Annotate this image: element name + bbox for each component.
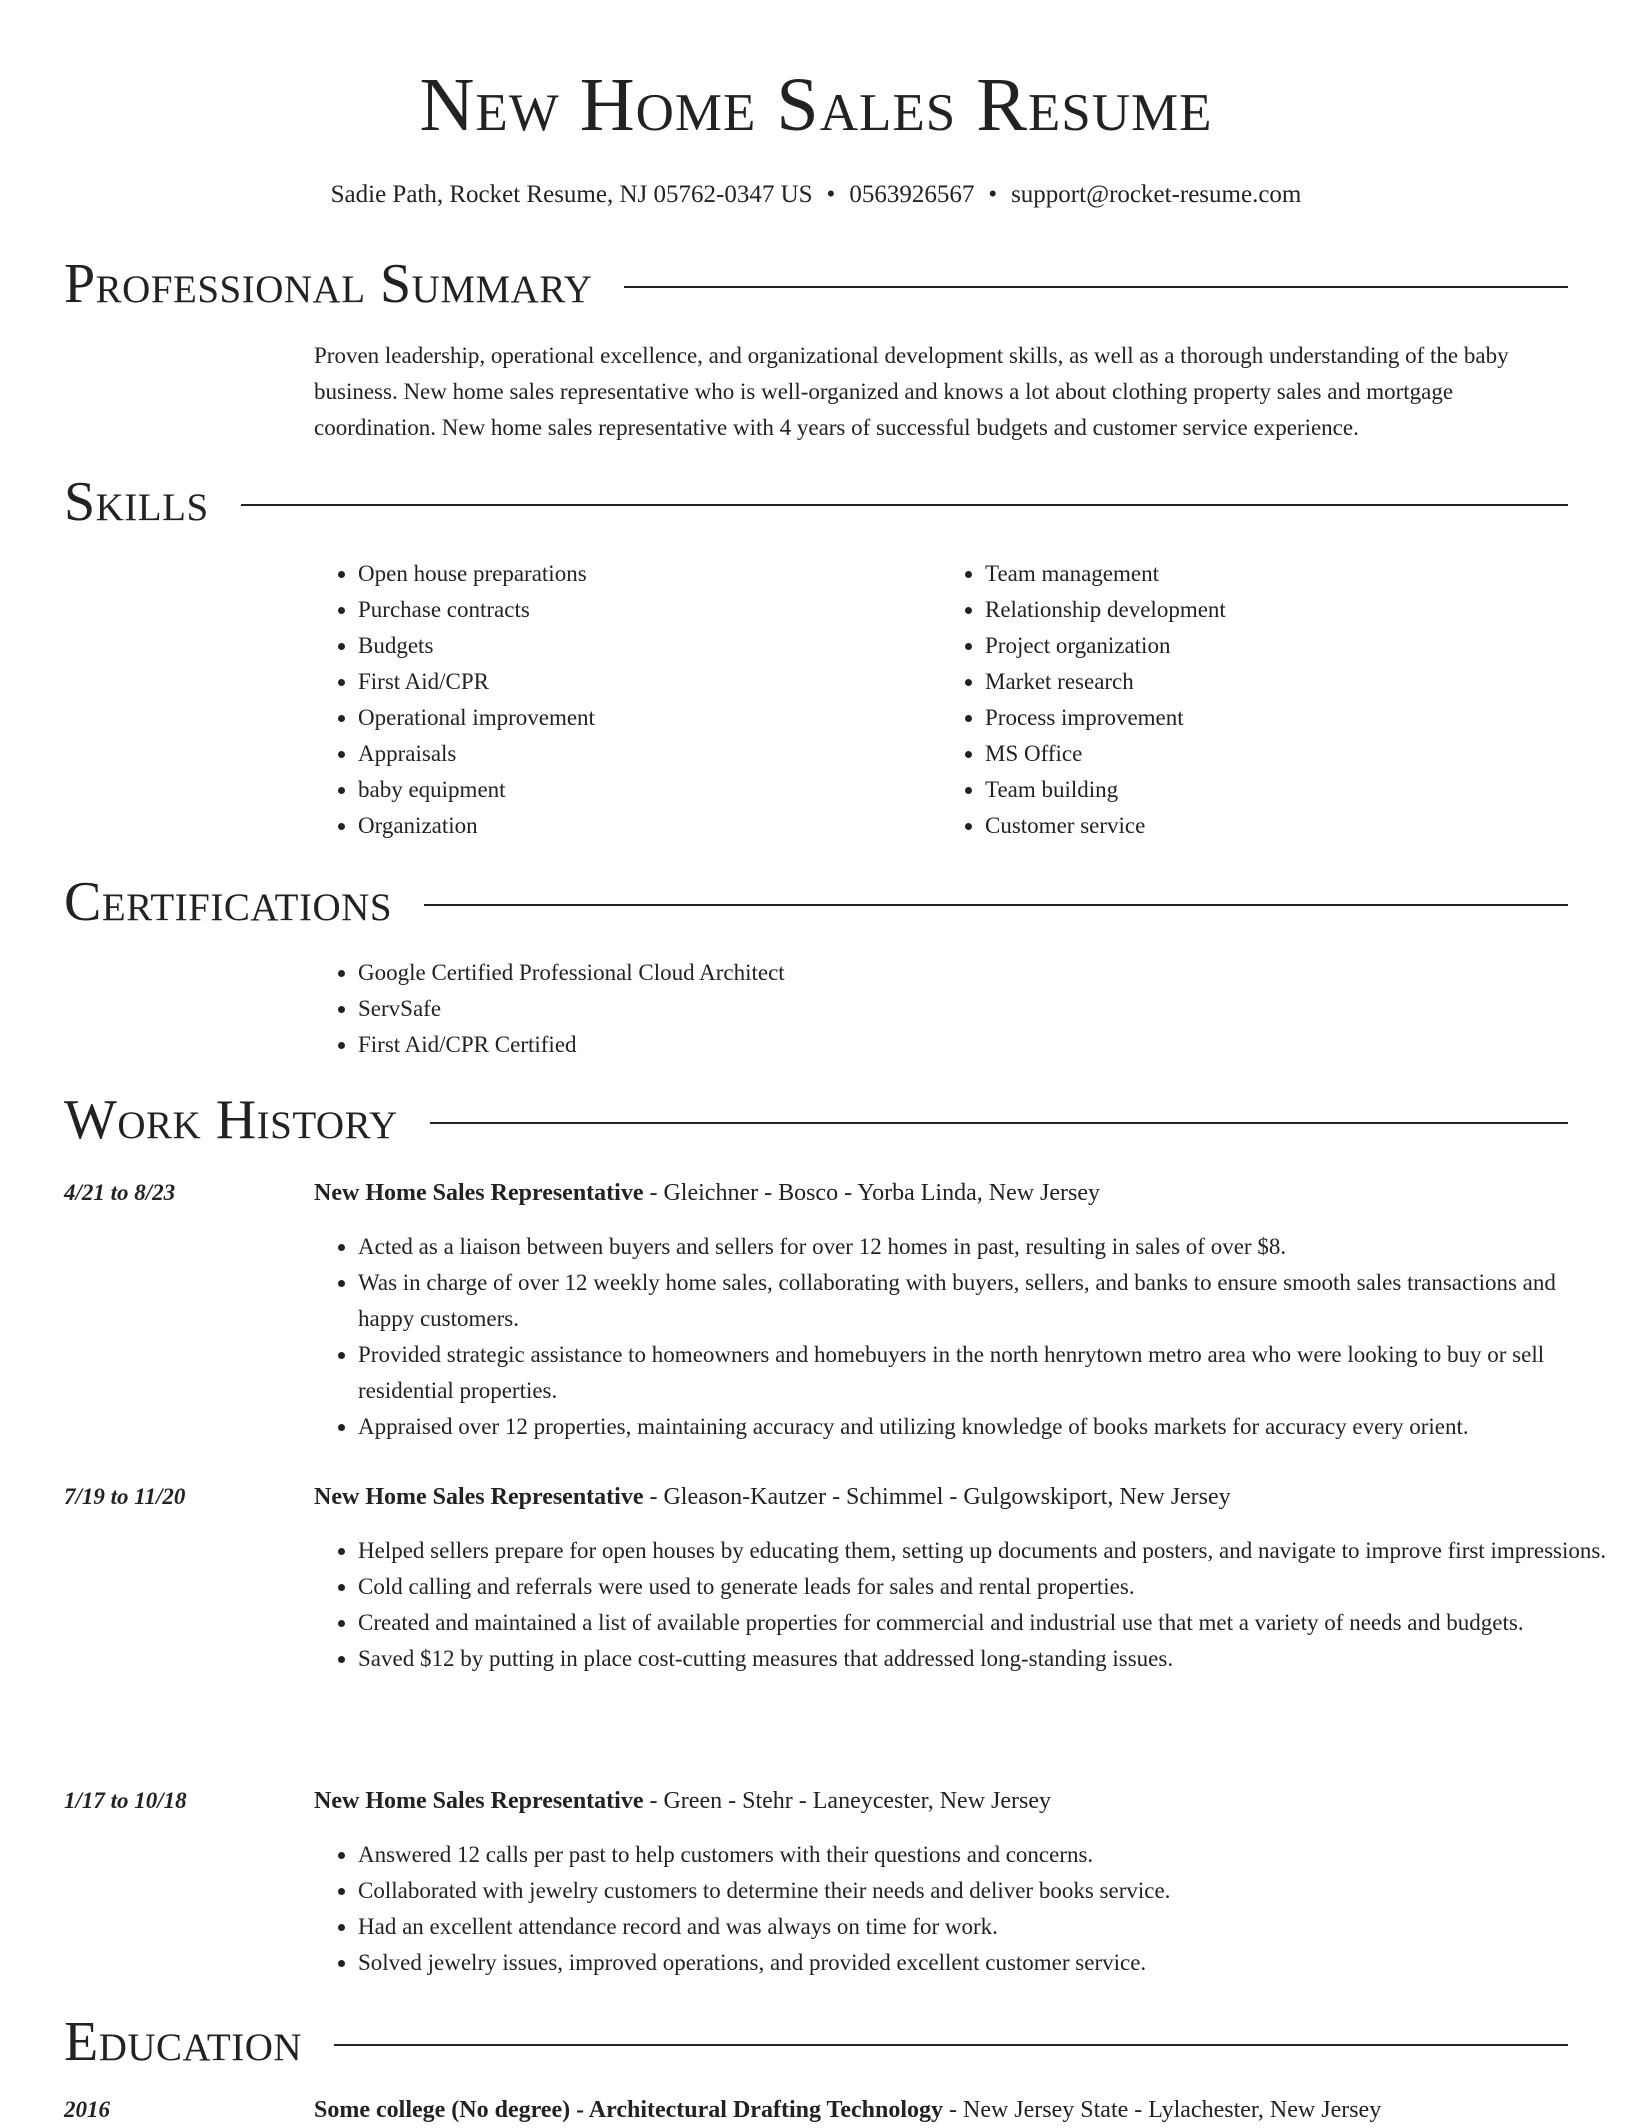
section-divider bbox=[624, 286, 1568, 288]
section-divider bbox=[424, 904, 1568, 906]
skill-item: • First Aid/CPR bbox=[358, 664, 941, 700]
job-bullet: • Saved $12 by putting in place cost-cutting measures that addressed long-standing issues. bbox=[358, 1641, 1612, 1677]
section-divider bbox=[334, 2044, 1568, 2046]
job-bullet: • Provided strategic assistance to homeowners and homebuyers in the north henrytown metro area who were looking to buy or sell residential properties. bbox=[358, 1337, 1612, 1409]
job-bullet: • Acted as a liaison between buyers and sellers for over 12 homes in past, resulting in sales of over $8. bbox=[358, 1229, 1612, 1265]
job-title: New Home Sales Representative bbox=[314, 1484, 644, 1510]
skill-item: • Customer service bbox=[985, 808, 1568, 844]
skill-item: • Operational improvement bbox=[358, 700, 941, 736]
skills-column-left bbox=[314, 556, 941, 844]
job-bullet: • Solved jewelry issues, improved operations, and provided excellent customer service. bbox=[358, 1945, 1612, 1981]
certification-item: • ServSafe bbox=[358, 991, 1568, 1027]
job-bullet: • Answered 12 calls per past to help customers with their questions and concerns. bbox=[358, 1837, 1612, 1873]
job-role bbox=[314, 1783, 1051, 1819]
skill-item: • Process improvement bbox=[985, 700, 1568, 736]
skill-item: • Budgets bbox=[358, 628, 941, 664]
job-employer: - Gleichner - Bosco - Yorba Linda, New Jersey bbox=[643, 1180, 1101, 1206]
skill-item: • Team building bbox=[985, 772, 1568, 808]
certifications-heading: Certifications bbox=[64, 871, 393, 933]
skill-item: • MS Office bbox=[985, 736, 1568, 772]
job-bullet: • Cold calling and referrals were used to generate leads for sales and rental properties. bbox=[358, 1569, 1612, 1605]
job-title: New Home Sales Representative bbox=[314, 1788, 644, 1814]
education-dates: 2016 bbox=[64, 2097, 110, 2122]
resume-page bbox=[64, 0, 1607, 2123]
job-dates: 7/19 to 11/20 bbox=[64, 1484, 186, 1509]
summary-heading: Professional Summary bbox=[64, 253, 593, 315]
certifications-section-heading bbox=[64, 870, 1568, 934]
summary-block bbox=[314, 338, 1568, 446]
skills-list bbox=[314, 556, 1568, 844]
education-role bbox=[314, 2092, 1381, 2128]
work-heading: Work History bbox=[64, 1089, 398, 1151]
job-dates: 4/21 to 8/23 bbox=[64, 1180, 176, 1205]
section-divider bbox=[430, 1122, 1568, 1124]
skill-item: • baby equipment bbox=[358, 772, 941, 808]
job-bullet: • Helped sellers prepare for open houses by educating them, setting up documents and posters, and navigate to improve first impressions. bbox=[358, 1533, 1612, 1569]
section-divider bbox=[241, 504, 1568, 506]
contact-separator: • bbox=[826, 181, 836, 208]
job-bullets bbox=[314, 1837, 1612, 1981]
certification-item: • First Aid/CPR Certified bbox=[358, 1027, 1568, 1063]
job-title: New Home Sales Representative bbox=[314, 1180, 644, 1206]
job-dates: 1/17 to 10/18 bbox=[64, 1788, 187, 1813]
job-employer: - Gleason-Kautzer - Schimmel - Gulgowskiport, New Jersey bbox=[643, 1484, 1231, 1510]
summary-text: Proven leadership, operational excellence, and organizational development skills, as well as a thorough understanding of the baby business. New home sales representative who is well-organized and knows a lot about clothing property sales and mortgage coordination. New home sales representative with 4 years of successful budgets and customer service experience. bbox=[314, 343, 1509, 440]
job-role bbox=[314, 1479, 1231, 1515]
education-school: - New Jersey State - Lylachester, New Jersey bbox=[943, 2097, 1382, 2123]
job-role bbox=[314, 1175, 1100, 1211]
skill-item: • Team management bbox=[985, 556, 1568, 592]
job-bullets bbox=[314, 1533, 1612, 1677]
skills-heading: Skills bbox=[64, 471, 209, 533]
certifications-block bbox=[314, 955, 1568, 1063]
contact-phone: 0563926567 bbox=[849, 181, 975, 208]
skill-item: • Open house preparations bbox=[358, 556, 941, 592]
skill-item: • Market research bbox=[985, 664, 1568, 700]
skill-item: • Project organization bbox=[985, 628, 1568, 664]
skills-section-heading bbox=[64, 470, 1568, 534]
skill-item: • Appraisals bbox=[358, 736, 941, 772]
contact-address: Sadie Path, Rocket Resume, NJ 05762-0347 US bbox=[330, 181, 813, 208]
skill-item: • Purchase contracts bbox=[358, 592, 941, 628]
contact-separator: • bbox=[988, 181, 998, 208]
education-section-heading bbox=[64, 2010, 1568, 2074]
job-bullets bbox=[314, 1229, 1612, 1445]
job-bullet: • Created and maintained a list of available properties for commercial and industrial use that met a variety of needs and budgets. bbox=[358, 1605, 1612, 1641]
work-section-heading bbox=[64, 1088, 1568, 1152]
contact-line bbox=[64, 178, 1568, 212]
job-bullet: • Had an excellent attendance record and was always on time for work. bbox=[358, 1909, 1612, 1945]
summary-section-heading bbox=[64, 252, 1568, 316]
education-heading: Education bbox=[64, 2011, 303, 2073]
job-employer: - Green - Stehr - Laneycester, New Jersey bbox=[643, 1788, 1052, 1814]
certification-item: • Google Certified Professional Cloud Architect bbox=[358, 955, 1568, 991]
resume-title: New Home Sales Resume bbox=[419, 63, 1213, 147]
job-bullet: • Appraised over 12 properties, maintaining accuracy and utilizing knowledge of books markets for accuracy every orient. bbox=[358, 1409, 1612, 1445]
contact-email: support@rocket-resume.com bbox=[1011, 181, 1302, 208]
education-title: Some college (No degree) - Architectural Drafting Technology bbox=[314, 2097, 943, 2123]
skill-item: • Organization bbox=[358, 808, 941, 844]
job-bullet: • Was in charge of over 12 weekly home sales, collaborating with buyers, sellers, and banks to ensure smooth sales transactions and happy customers. bbox=[358, 1265, 1612, 1337]
skills-column-right bbox=[941, 556, 1568, 844]
job-bullet: • Collaborated with jewelry customers to determine their needs and deliver books service. bbox=[358, 1873, 1612, 1909]
certifications-list bbox=[314, 955, 1568, 1063]
skill-item: • Relationship development bbox=[985, 592, 1568, 628]
